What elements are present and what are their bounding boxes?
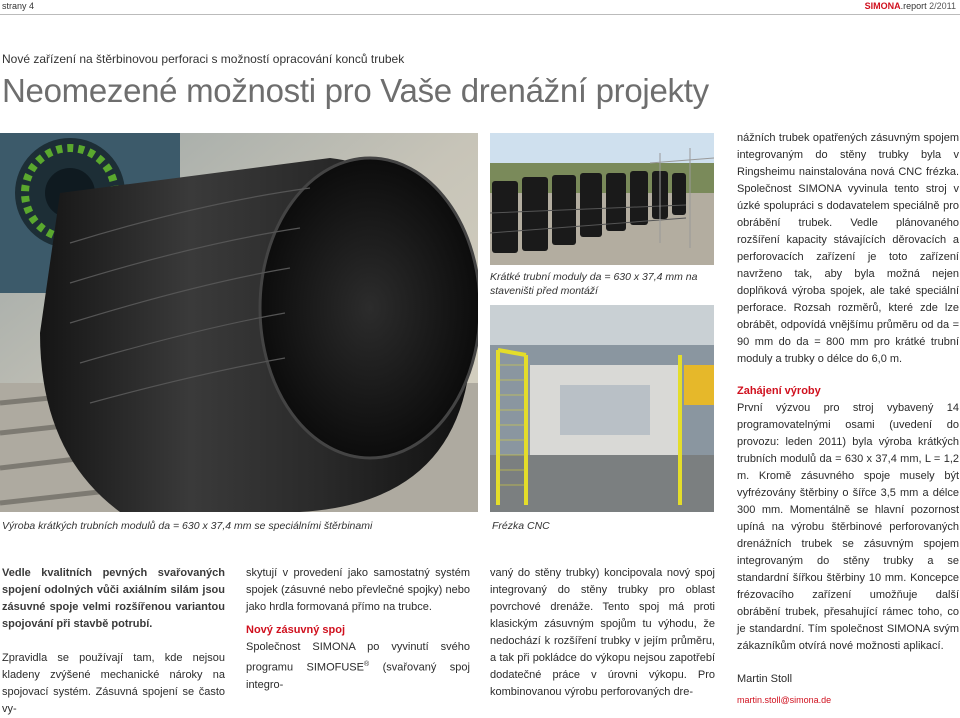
registered-mark: ® — [363, 661, 370, 668]
section-heading-production-start: Zahájení výroby — [737, 385, 821, 397]
magazine-title — [865, 1, 956, 11]
cnc-machine-photo — [490, 305, 714, 512]
report-label: .report — [900, 1, 927, 11]
text-column-4 — [737, 130, 959, 709]
col2-paragraph-1: skytují v provedení jako samostatný systém spojek (zásuvné nebo převlečné spojky) nebo jako hrdla formovaná přímo na trubce. — [246, 567, 470, 613]
article-kicker: Nové zařízení na štěrbinovou perforaci s možností opracování konců trubek — [2, 52, 405, 66]
text-column-2 — [246, 565, 470, 694]
cnc-photo-illustration — [490, 305, 714, 512]
modules-photo-caption: Krátké trubní moduly da = 630 x 37,4 mm na staveništi před montáží — [490, 271, 698, 297]
lead-paragraph: Vedle kvalitních pevných svařovaných spojení odolných vůči axiálním silám jsou zásuvné spoje velmi rozšířenou variantou spojování při stavbě potrubí. — [2, 567, 225, 630]
section-heading-new-joint: Nový zásuvný spoj — [246, 624, 346, 636]
page-section-label: strany 4 — [2, 1, 35, 11]
text-column-1 — [2, 565, 225, 718]
text-column-3 — [490, 565, 715, 701]
col1-paragraph: Zpravidla se používají tam, kde nejsou kladeny zvýšené mechanické nároky na spojovací systém. Zásuvná spojení se často vy- — [2, 652, 225, 715]
author-name: Martin Stoll — [737, 673, 793, 685]
article-headline: Neomezené možnosti pro Vaše drenážní projekty — [2, 72, 709, 109]
author-email[interactable]: martin.stoll@simona.de — [737, 695, 832, 705]
header-divider — [0, 14, 960, 15]
brand-name: SIMONA — [864, 1, 901, 11]
col2-paragraph-2-tail: (svařovaný spoj integro- — [246, 661, 470, 691]
col4-paragraph-1: nážních trubek opatřených zásuvným spojem integrovaným do stěny trubky byla v Ringsheimu nainstalována nová CNC frézka. Společnost SIMONA vyvinula tento stroj v úzké spolupráci s dodavatelem speciálně pro obrábění trubek. Vedle plánovaného rozšíření kapacity stávajících děrovacích a perforovacích zařízení je toto zařízení navrženo tak, aby byla možná nejen doplňková výroba spojek, ale také speciální perforace. Rozsah rozměrů, které zde lze obrábět, odpovídá vnějšímu průměru od da = 90 mm do da = 800 mm pro krátké trubní moduly a trubky o délce do 6,0 m. — [737, 132, 959, 365]
pipe-photo-illustration — [0, 133, 478, 512]
pipe-production-photo — [0, 133, 478, 512]
col3-paragraph: vaný do stěny trubky) koncipovala nový spoj integrovaný do stěny trubky pro oblast povrchové drenáže. Tento spoj má proti klasickým zásuvným spojům tu výhodu, že nedochází k rozšíření trubky v jejím průměru, a tak při pokládce do výkopu nejsou zapotřebí dodatečné práce v úrovni výkopu. Pro kombinovanou výrobu perforovaných dre- — [490, 567, 715, 698]
col2-paragraph-2 — [246, 639, 470, 694]
cnc-photo-caption: Frézka CNC — [492, 520, 550, 532]
modules-photo-illustration — [490, 133, 714, 265]
pipe-photo-caption: Výroba krátkých trubních modulů da = 630 x 37,4 mm se speciálními štěrbinami — [2, 520, 373, 532]
issue-number: 2/2011 — [926, 1, 956, 11]
pipe-modules-photo — [490, 133, 714, 265]
col4-paragraph-2: První výzvou pro stroj vybavený 14 programovatelnými osami (uvedení do provozu: leden 2011) byla výroba krátkých trubních modulů da = 630 x 37,4 mm, L = 1,2 m. Kromě zásuvného spoje musely být vyfrézovány štěrbiny o šířce 3,5 mm a délce 300 mm. Momentálně se hlavní pozornost upíná na výrobu štěrbinové perforovaných drenážních trubek se zásuvným spojem integrovaným do stěny trubky a se standardní šířkou štěrbiny 10 mm. Koncepce frézovacího zařízení umožňuje další obrábění trubek, přesahující rámec toho, co je standardní. Tím společnost SIMONA svým zákazníkům otvírá nové možnosti aplikací. — [737, 402, 959, 652]
col2-paragraph-2-text: Společnost SIMONA po vyvinutí svého programu SIMOFUSE — [246, 641, 470, 674]
